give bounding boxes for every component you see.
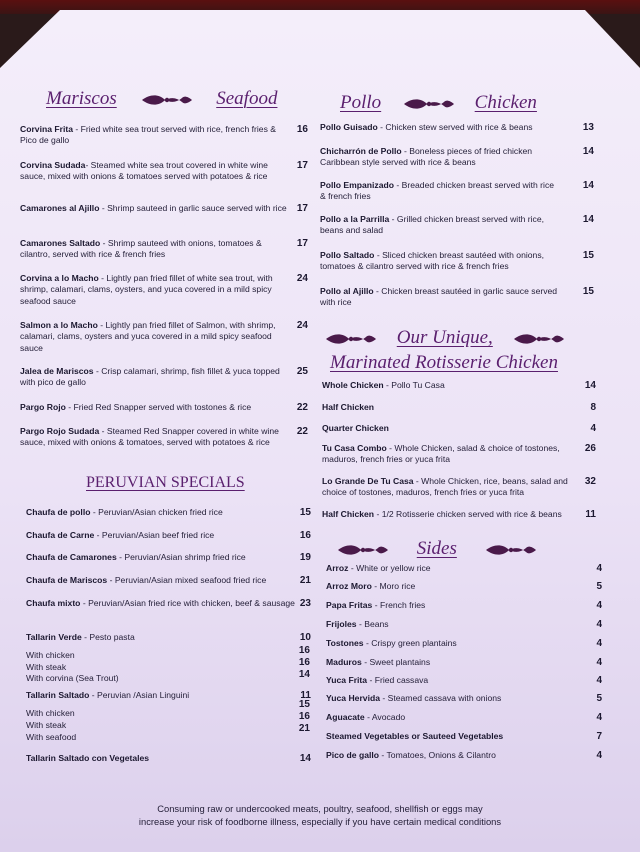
menu-item-price: 16 [299, 530, 311, 541]
menu-item [326, 712, 576, 723]
rotisserie-title-line2: Marinated Rotisserie Chicken [330, 352, 558, 373]
menu-item [326, 619, 576, 630]
menu-item-price: 32 [584, 476, 596, 487]
menu-item-description: - Fried white sea trout served with rice, french fries & Pico de gallo [20, 124, 276, 146]
menu-item [20, 426, 290, 449]
menu-item [326, 675, 576, 686]
menu-item-name: Camarones Saltado [20, 238, 101, 248]
menu-item-description: - Peruvian/Asian mixed seafood fried rice [107, 575, 267, 585]
menu-item-description: - Steamed white sea trout covered in white wine sauce, mixed with onions & tomatoes served with potatoes & rice [20, 160, 268, 182]
menu-item [20, 238, 290, 261]
menu-item-price: 7 [596, 731, 602, 742]
menu-item-price: 4 [590, 423, 596, 434]
menu-item-price: 14 [582, 146, 594, 157]
menu-item-description: - Beans [356, 619, 389, 629]
menu-item-price: 16 [296, 124, 308, 135]
menu-item [320, 180, 560, 203]
menu-item-price: 14 [582, 214, 594, 225]
menu-item-description: - Lightly pan fried fillet of Salmon, with shrimp, calamari, clams, oysters and yuca covered in a mild spicy seafood sauce [20, 320, 276, 353]
flourish-ornament-icon [400, 97, 458, 111]
menu-item-price: 5 [596, 693, 602, 704]
menu-item-price: 4 [596, 657, 602, 668]
menu-item-name: Chicharrón de Pollo [320, 146, 402, 156]
menu-item-name: Tallarin Verde [26, 632, 82, 642]
menu-item-price: 17 [296, 160, 308, 171]
chicken-title-left: Pollo [340, 92, 382, 113]
menu-item-price: 8 [590, 402, 596, 413]
menu-item-description: - Steamed Red Snapper covered in white wine sauce, mixed with onions & tomatoes, served with potatoes & rice [20, 426, 279, 448]
menu-item [26, 598, 296, 609]
menu-item-price: 17 [296, 203, 308, 214]
flourish-ornament-icon [476, 543, 546, 557]
menu-item-price: 24 [296, 273, 308, 284]
menu-item-price: 4 [596, 675, 602, 686]
footer-line-2: increase your risk of foodborne illness, especially if you have certain medical conditions [138, 816, 502, 827]
menu-item-price: 4 [596, 712, 602, 723]
menu-item-name: Frijoles [326, 619, 357, 629]
menu-item-description: - Fried Red Snapper served with tostones & rice [65, 402, 252, 412]
peruvian-heading: PERUVIAN SPECIALS [86, 474, 245, 491]
menu-item-description: - Peruvian/Asian beef fried rice [94, 530, 215, 540]
menu-item-name: Lo Grande De Tu Casa [322, 476, 414, 486]
menu-item-name: Steamed Vegetables or Sauteed Vegetables [326, 731, 504, 741]
menu-item-price: 4 [596, 619, 602, 630]
menu-item [26, 552, 296, 563]
chicken-title-right: Chicken [474, 92, 537, 113]
menu-item-name: Jalea de Mariscos [20, 366, 94, 376]
menu-item-description: - Lightly pan fried fillet of white sea trout, with shrimp, calamari, clams, oysters, and yuca covered in a mild spicy seafood sauce [20, 273, 273, 306]
menu-item-name: Pargo Rojo [20, 402, 66, 412]
menu-item [20, 366, 290, 389]
flourish-ornament-icon [137, 93, 197, 107]
menu-option-price: 21 [298, 723, 310, 734]
menu-item [322, 402, 570, 413]
menu-item [26, 507, 296, 518]
menu-item [320, 286, 560, 309]
menu-option-price: 15 [298, 699, 310, 710]
menu-option: With chicken [26, 650, 75, 660]
chicken-heading [340, 92, 537, 114]
menu-item-price: 10 [299, 632, 311, 643]
menu-item-name: Corvina Sudada [20, 160, 86, 170]
menu-item-name: Pollo Saltado [320, 250, 375, 260]
menu-item-name: Yuca Frita [326, 675, 368, 685]
menu-item-description: - Breaded chicken breast served with rice & french fries [320, 180, 555, 202]
menu-item-description: - Grilled chicken breast served with rice, beans and salad [320, 214, 545, 236]
menu-item-name: Corvina Frita [20, 124, 74, 134]
rotisserie-title-line1: Our Unique, [396, 327, 493, 348]
menu-item-description: - Sliced chicken breast sautéed with onions, tomatoes & cilantro served with rice & french fries [320, 250, 545, 272]
menu-item-price: 17 [296, 238, 308, 249]
menu-option: With steak [26, 662, 67, 672]
menu-item [20, 160, 290, 183]
menu-item-description: - Shrimp sauteed with onions, tomatoes & cilantro, served with rice & french fries [20, 238, 262, 260]
menu-item-description: - Moro rice [371, 581, 416, 591]
menu-item-description: - Shrimp sauteed in garlic sauce served with rice [99, 203, 287, 213]
menu-item-price: 5 [596, 581, 602, 592]
menu-item-name: Pollo a la Parrilla [320, 214, 390, 224]
menu-item [322, 423, 570, 434]
menu-item-name: Pargo Rojo Sudada [20, 426, 100, 436]
menu-item-price: 11 [585, 509, 596, 520]
flourish-ornament-icon [322, 332, 380, 346]
menu-item-price: 24 [296, 320, 308, 331]
menu-item-name: Half Chicken [322, 402, 375, 412]
menu-item [320, 146, 560, 169]
menu-item [326, 750, 576, 761]
menu-item-name: Pollo Guisado [320, 122, 378, 132]
menu-item [20, 203, 290, 214]
menu-item-price: 23 [299, 598, 311, 609]
menu-item-name: Pollo Empanizado [320, 180, 395, 190]
menu-item-name: Chaufa de Carne [26, 530, 95, 540]
menu-item-description: - Whole Chicken, rice, beans, salad and choice of tostones, maduros, french fries or yuca frita [322, 476, 568, 498]
menu-item-price: 15 [299, 507, 311, 518]
menu-option-price: 14 [298, 669, 310, 680]
menu-item-price: 26 [584, 443, 596, 454]
menu-item-name: Chaufa mixto [26, 598, 81, 608]
menu-item-description: - Sweet plantains [361, 657, 431, 667]
seafood-title-left: Mariscos [46, 88, 117, 109]
menu-item-description: - Avocado [364, 712, 406, 722]
menu-item-description: - Whole Chicken, salad & choice of tostones, maduros, french fries or yuca frita [322, 443, 560, 465]
seafood-title-right: Seafood [216, 88, 278, 109]
menu-item [20, 320, 290, 354]
menu-item-price: 21 [299, 575, 311, 586]
menu-item [320, 122, 560, 133]
menu-item [322, 509, 570, 520]
menu-option: With corvina (Sea Trout) [26, 673, 119, 683]
flourish-ornament-icon [328, 543, 398, 557]
menu-item [20, 273, 290, 307]
menu-item [26, 575, 296, 586]
menu-option-price: 16 [298, 711, 310, 722]
footer-notice [0, 802, 640, 828]
menu-item-price: 13 [582, 122, 594, 133]
menu-item-description: - Peruvian/Asian fried rice with chicken, beef & sausage [80, 598, 295, 608]
menu-item-description: - Boneless pieces of fried chicken Caribbean style served with rice & beans [320, 146, 533, 168]
menu-item [326, 657, 576, 668]
menu-option-price: 16 [298, 657, 310, 668]
sides-heading [328, 538, 546, 560]
menu-item-price: 14 [582, 180, 594, 191]
menu-item-description: - Chicken stew served with rice & beans [377, 122, 533, 132]
menu-item [26, 753, 296, 764]
menu-item-name: Aguacate [326, 712, 365, 722]
menu-item-price: 15 [582, 250, 594, 261]
sides-title: Sides [416, 538, 457, 559]
menu-item-price: 4 [596, 638, 602, 649]
menu-item-price: 15 [582, 286, 594, 297]
menu-item-description: - Steamed cassava with onions [379, 693, 502, 703]
menu-item-name: Chaufa de Camarones [26, 552, 117, 562]
menu-item-name: Pico de gallo [326, 750, 380, 760]
menu-item-price: 19 [299, 552, 311, 563]
menu-option-price: 16 [298, 645, 310, 656]
menu-item-price: 11 [300, 690, 311, 701]
menu-item [20, 402, 290, 413]
menu-item-price: 4 [596, 600, 602, 611]
menu-item-name: Pollo al Ajillo [320, 286, 374, 296]
menu-item [322, 380, 570, 391]
menu-item-name: Arroz Moro [326, 581, 372, 591]
menu-item-name: Chaufa de pollo [26, 507, 91, 517]
menu-item-description: - French fries [372, 600, 426, 610]
menu-item-description: - White or yellow rice [348, 563, 431, 573]
menu-item-name: Tallarin Saltado con Vegetales [26, 753, 150, 763]
menu-item-name: Yuca Hervida [326, 693, 380, 703]
menu-item [322, 476, 570, 499]
menu-option: With steak [26, 720, 67, 730]
menu-item-name: Quarter Chicken [322, 423, 389, 433]
menu-item-name: Tallarin Saltado [26, 690, 90, 700]
menu-item-name: Tostones [326, 638, 364, 648]
rotisserie-heading-line1 [322, 327, 568, 349]
menu-item [326, 600, 576, 611]
menu-item [326, 581, 576, 592]
menu-item-name: Salmon a lo Macho [20, 320, 98, 330]
menu-item [322, 443, 570, 466]
menu-item-description: - Crisp calamari, shrimp, fish fillet & yuca topped with pico de gallo [20, 366, 280, 388]
menu-item-name: Tu Casa Combo [322, 443, 387, 453]
menu-item-name: Corvina a lo Macho [20, 273, 99, 283]
menu-item-price: 4 [596, 750, 602, 761]
menu-item [20, 124, 290, 147]
menu-item-description: - Tomatoes, Onions & Cilantro [379, 750, 496, 760]
menu-item-description: - Pesto pasta [81, 632, 135, 642]
menu-item [326, 731, 576, 742]
menu-item-description: - Peruvian/Asian chicken fried rice [90, 507, 223, 517]
menu-item-description: - Pollo Tu Casa [383, 380, 445, 390]
menu-item-name: Maduros [326, 657, 362, 667]
menu-item [26, 632, 296, 643]
menu-item-price: 25 [296, 366, 308, 377]
menu-option: With seafood [26, 732, 77, 742]
menu-item-description: - Peruvian/Asian shrimp fried rice [116, 552, 246, 562]
menu-item-name: Half Chicken [322, 509, 375, 519]
menu-item-price: 4 [596, 563, 602, 574]
menu-item [26, 530, 296, 541]
menu-item-name: Whole Chicken [322, 380, 384, 390]
flourish-ornament-icon [510, 332, 568, 346]
menu-item-description: - Peruvian /Asian Linguini [89, 690, 190, 700]
menu-item [320, 250, 560, 273]
menu-item-description: - Fried cassava [367, 675, 429, 685]
menu-item [326, 563, 576, 574]
menu-item-price: 22 [296, 426, 308, 437]
menu-item-price: 14 [584, 380, 596, 391]
menu-item-name: Camarones al Ajillo [20, 203, 100, 213]
menu-item-description: - 1/2 Rotisserie chicken served with rice & beans [374, 509, 562, 519]
menu-item-name: Chaufa de Mariscos [26, 575, 108, 585]
footer-line-1: Consuming raw or undercooked meats, poultry, seafood, shellfish or eggs may [157, 803, 483, 814]
menu-item [26, 690, 296, 701]
menu-item-name: Papa Fritas [326, 600, 373, 610]
menu-item-description: - Crispy green plantains [363, 638, 457, 648]
menu-item-price: 22 [296, 402, 308, 413]
menu-option: With chicken [26, 708, 75, 718]
menu-item-name: Arroz [326, 563, 349, 573]
menu-item [326, 693, 576, 704]
menu-item-description: - Chicken breast sautéed in garlic sauce served with rice [320, 286, 558, 308]
menu-item [326, 638, 576, 649]
seafood-heading [46, 88, 277, 110]
menu-item-price: 14 [299, 753, 311, 764]
menu-item [320, 214, 560, 237]
